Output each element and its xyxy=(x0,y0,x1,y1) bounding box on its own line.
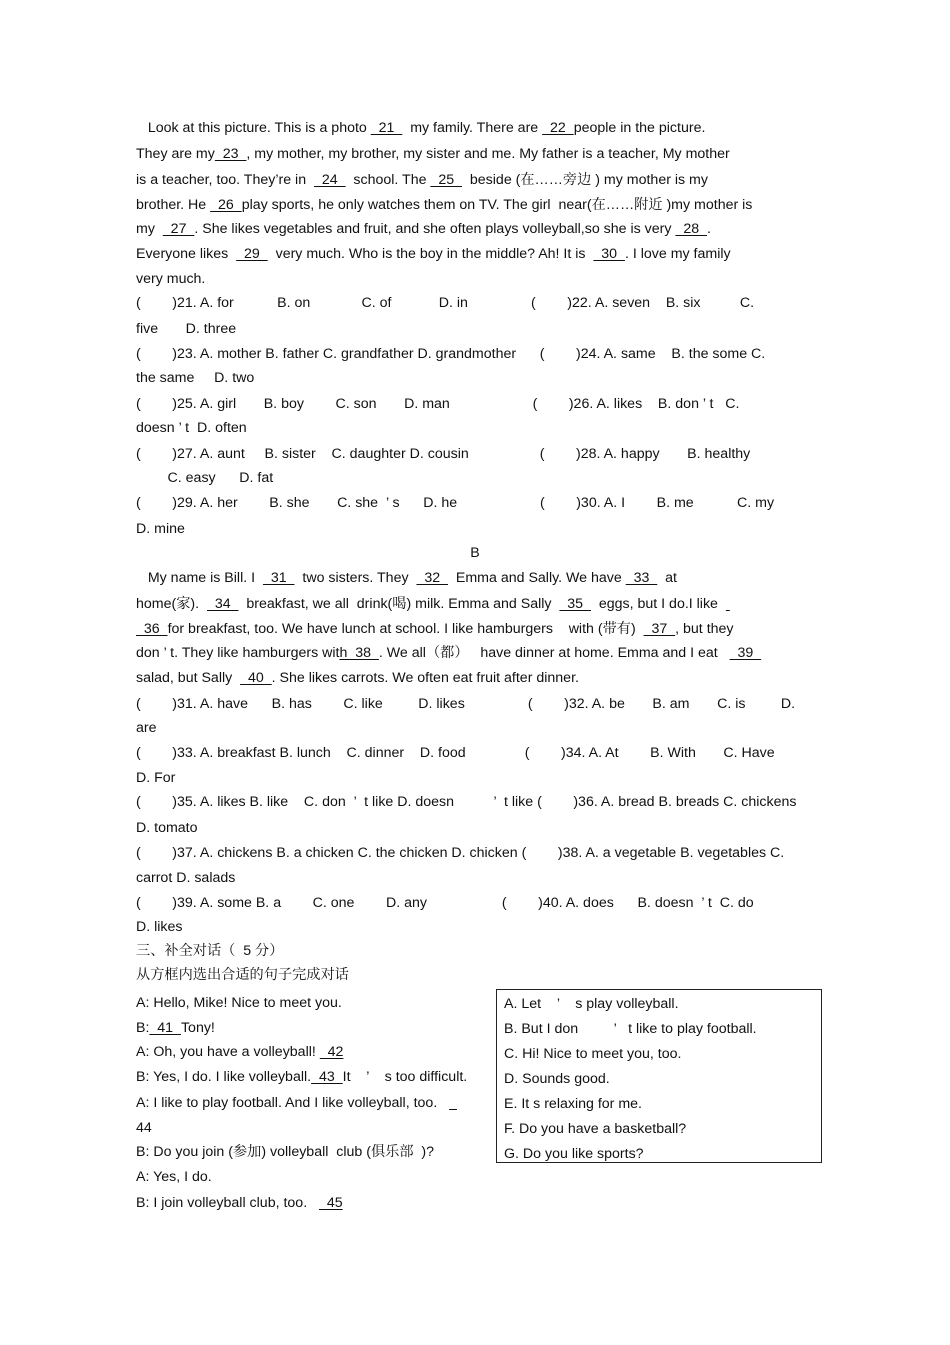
question-line: D. mine xyxy=(136,521,185,537)
passage-text: eggs, but I do.I like xyxy=(590,596,726,612)
answer-blank: 33 xyxy=(625,570,658,586)
passage-text: Everyone likes xyxy=(136,246,237,262)
answer-blank: 40 xyxy=(240,670,272,686)
answer-blank: 36 xyxy=(136,621,168,637)
passage-text: home(家). xyxy=(136,596,207,612)
passage-text: salad, but Sally xyxy=(136,670,241,686)
question-line: ( )23. A. mother B. father C. grandfather D. grandmother ( )24. A. same B. the some C. xyxy=(136,346,766,362)
passage-text: . She likes carrots. We often eat fruit after dinner. xyxy=(271,670,579,686)
passage-text: very much. Who is the boy in the middle? Ah! It is xyxy=(267,246,594,262)
passage-text: . She likes vegetables and fruit, and she often plays volleyball,so she is very xyxy=(194,221,676,237)
passage-text: don ’ t. They like hamburgers wit xyxy=(136,645,340,661)
answer-blank: 39 xyxy=(729,645,762,661)
question-line: the same D. two xyxy=(136,370,255,386)
answer-blank: 37 xyxy=(643,621,676,637)
passage-text: for breakfast, too. We have lunch at school. I like hamburgers with (带有) xyxy=(167,621,644,637)
answer-blank: 31 xyxy=(262,570,295,586)
dialogue-line xyxy=(136,1194,343,1212)
passage-b-line xyxy=(136,644,761,662)
question-line: ( )27. A. aunt B. sister C. daughter D. cousin ( )28. A. happy B. healthy xyxy=(136,446,751,462)
passage-text: A: Oh, you have a volleyball! xyxy=(136,1044,320,1060)
answer-blank: 24 xyxy=(313,172,346,188)
passage-text: A: Yes, I do. xyxy=(136,1169,212,1185)
dialogue-line xyxy=(136,1019,215,1037)
question-line: ( )31. A. have B. has C. like D. likes ( )32. A. be B. am C. is D. xyxy=(136,696,796,712)
dialogue-line xyxy=(136,1043,343,1061)
section-3-instruction: 从方框内选出合适的句子完成对话 xyxy=(136,967,349,983)
passage-text: , but they xyxy=(675,621,734,637)
passage-text: . We all（都） have dinner at home. Emma and I eat xyxy=(378,645,730,661)
answer-blank: 25 xyxy=(430,172,463,188)
answer-blank: 34 xyxy=(206,596,239,612)
question-line: are xyxy=(136,720,157,736)
passage-text: Emma and Sally. We have xyxy=(448,570,626,586)
answer-blank xyxy=(726,596,730,612)
answer-blank: 41 xyxy=(149,1020,181,1036)
option-item: A. Let ’ s play volleyball. xyxy=(504,996,679,1012)
passage-a-line xyxy=(136,270,205,288)
answer-blank: 21 xyxy=(370,120,403,136)
passage-b-line xyxy=(136,569,677,587)
option-item: B. But I don ’ t like to play football. xyxy=(504,1021,757,1037)
passage-text: school. The xyxy=(345,172,431,188)
answer-blank xyxy=(449,1095,457,1111)
passage-a-line xyxy=(136,145,730,163)
answer-blank: 30 xyxy=(593,246,625,262)
passage-text: two sisters. They xyxy=(294,570,417,586)
answer-blank: 32 xyxy=(416,570,449,586)
passage-text: beside (在……旁边 ) my mother is my xyxy=(462,172,708,188)
dialogue-line xyxy=(136,1143,434,1161)
answer-blank: h 38 xyxy=(339,645,379,661)
question-line: five D. three xyxy=(136,321,237,337)
passage-a-line xyxy=(136,171,708,189)
passage-text: breakfast, we all drink(喝) milk. Emma and Sally xyxy=(238,596,560,612)
question-line: ( )35. A. likes B. like C. don ’ t like D. doesn ’ t like ( )36. A. bread B. breads C. chickens xyxy=(136,794,797,810)
question-line: ( )33. A. breakfast B. lunch C. dinner D. food ( )34. A. At B. With C. Have xyxy=(136,745,775,761)
section-b-label: B xyxy=(470,545,480,561)
option-item: F. Do you have a basketball? xyxy=(504,1121,687,1137)
dialogue-line xyxy=(136,1094,457,1112)
question-line: ( )25. A. girl B. boy C. son D. man ( )26. A. likes B. don ’ t C. xyxy=(136,396,740,412)
passage-text: . I love my family xyxy=(624,246,731,262)
answer-blank: 27 xyxy=(162,221,195,237)
passage-b-line xyxy=(136,669,579,687)
answer-blank: 45 xyxy=(318,1195,343,1211)
passage-text: A: Hello, Mike! Nice to meet you. xyxy=(136,995,342,1011)
question-line: doesn ’ t D. often xyxy=(136,420,247,436)
passage-text: very much. xyxy=(136,271,206,287)
question-line: carrot D. salads xyxy=(136,870,236,886)
passage-text: my xyxy=(136,221,163,237)
passage-text: Tony! xyxy=(180,1020,215,1036)
question-line: ( )37. A. chickens B. a chicken C. the chicken D. chicken ( )38. A. a vegetable B. vegetables C. xyxy=(136,845,785,861)
passage-text: 44 xyxy=(136,1120,152,1136)
answer-blank: 26 xyxy=(210,197,242,213)
passage-text: Look at this picture. This is a photo xyxy=(136,120,371,136)
passage-text: brother. He xyxy=(136,197,211,213)
passage-text: It ’ s too difficult. xyxy=(342,1069,468,1085)
answer-blank: 28 xyxy=(675,221,707,237)
options-box xyxy=(496,989,822,1163)
passage-b-line xyxy=(136,620,734,638)
question-line: C. easy D. fat xyxy=(136,470,274,486)
section-3-title: 三、补全对话（ 5 分） xyxy=(136,943,284,959)
answer-blank: 35 xyxy=(559,596,591,612)
question-line: ( )21. A. for B. on C. of D. in ( )22. A. seven B. six C. xyxy=(136,295,755,311)
passage-text: A: I like to play football. And I like volleyball, too. xyxy=(136,1095,450,1111)
question-line: D. tomato xyxy=(136,820,198,836)
question-line: ( )29. A. her B. she C. she ’ s D. he ( )30. A. I B. me C. my xyxy=(136,495,775,511)
answer-blank: 29 xyxy=(236,246,268,262)
passage-text: They are my xyxy=(136,146,215,162)
passage-text: . xyxy=(707,221,711,237)
passage-text: , my mother, my brother, my sister and me. My father is a teacher, My mother xyxy=(246,146,730,162)
question-line: ( )39. A. some B. a C. one D. any ( )40. A. does B. doesn ’ t C. do xyxy=(136,895,754,911)
answer-blank: 43 xyxy=(311,1069,343,1085)
passage-b-line xyxy=(136,595,730,613)
option-item: C. Hi! Nice to meet you, too. xyxy=(504,1046,682,1062)
answer-blank: 22 xyxy=(542,120,574,136)
option-item: G. Do you like sports? xyxy=(504,1146,644,1162)
dialogue-line xyxy=(136,994,342,1012)
passage-text: at xyxy=(657,570,677,586)
passage-text: My name is Bill. I xyxy=(136,570,263,586)
option-item: D. Sounds good. xyxy=(504,1071,610,1087)
option-item: E. It s relaxing for me. xyxy=(504,1096,642,1112)
passage-text: is a teacher, too. They’re in xyxy=(136,172,314,188)
dialogue-line xyxy=(136,1068,467,1086)
dialogue-line xyxy=(136,1168,212,1186)
passage-a-line xyxy=(136,245,731,263)
question-line: D. For xyxy=(136,770,176,786)
passage-a-line xyxy=(136,196,752,214)
dialogue-line xyxy=(136,1119,152,1137)
passage-text: B: xyxy=(136,1020,150,1036)
answer-blank: 23 xyxy=(214,146,247,162)
passage-a-line xyxy=(136,220,711,238)
answer-blank: 42 xyxy=(319,1044,344,1060)
passage-text: B: I join volleyball club, too. xyxy=(136,1195,319,1211)
passage-text: my family. There are xyxy=(402,120,543,136)
passage-a-line xyxy=(136,119,705,137)
passage-text: play sports, he only watches them on TV. The girl near(在……附近 )my mother is xyxy=(241,197,753,213)
question-line: D. likes xyxy=(136,919,183,935)
passage-text: B: Do you join (参加) volleyball club (俱乐部 )? xyxy=(136,1144,435,1160)
passage-text: people in the picture. xyxy=(573,120,706,136)
passage-text: B: Yes, I do. I like volleyball. xyxy=(136,1069,312,1085)
